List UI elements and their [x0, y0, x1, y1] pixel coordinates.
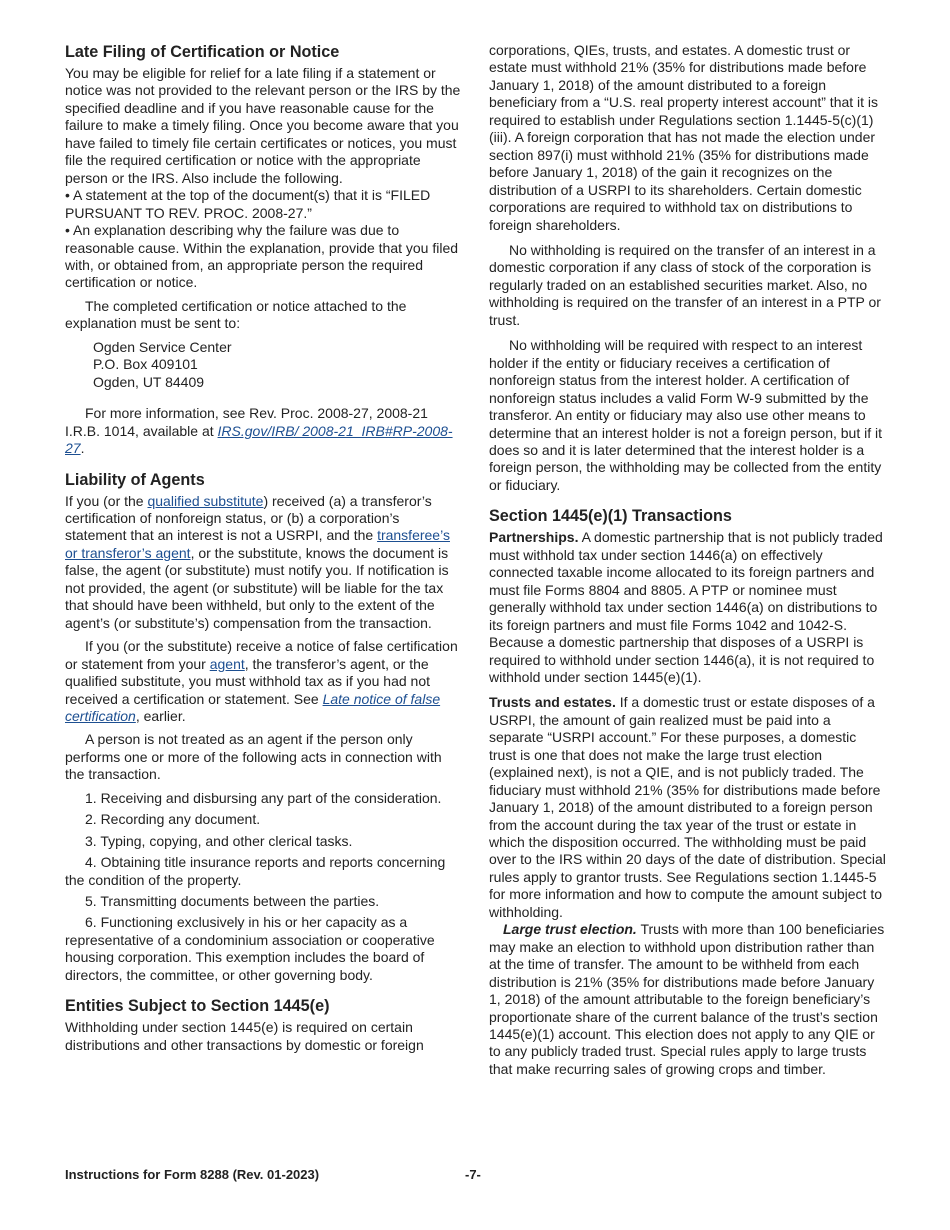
partnerships-text: A domestic partnership that is not publicly traded must withhold tax under section 1446(a) on effectively connected taxable income allocated to its foreign partners and must file Forms 8804 and 8805. A PTP or nominee must generally withhold tax under section 1446(a) on distributions to its foreign partners and must file Forms 1042 and 1042-S. Because a domestic partnership that disposes of a USRPI is required to withhold under section 1446(a), it is not required to withhold under section 1445(e)(1).	[489, 529, 883, 685]
right-column	[489, 42, 887, 1084]
address-line: Ogden, UT 84409	[93, 373, 205, 390]
large-trust-label: Large trust election.	[503, 921, 637, 938]
large-trust-text: Trusts with more than 100 beneficiaries may make an election to withhold upon distribution rather than at the time of transfer. The amount to be withheld from each distribution is 21% (35% for distributions made before January 1, 2018) of the amount attributable to the foreign beneficiary’s proportionate share of the current balance of the trust’s section 1445(e)(1) account. This election does not apply to any QIE or to any publicly traded trust. Special rules apply to large trusts that make recurring sales of growing crops and timber.	[489, 921, 885, 1077]
right-paragraph-3: No withholding will be required with respect to an interest holder if the entity or fiduciary receives a certification of nonforeign status from the interest holder. A certification of nonforeign status includes a valid Form W-9 submitted by the transferor. An entity or fiduciary may also use other means to determine that an interest holder is not a foreign person, but if it does so and it is later determined that the interest holder is a foreign person, the withholding may be collected from the entity or fiduciary.	[489, 337, 883, 493]
agents-text: , or the substitute, knows the document is false, the agent (or substitute) must notify you. If notification is not provided, the agent (or substitute) will be liable for the tax that should have been withheld, but only to the extent of the agent’s (or substitute’s) compensation from the transaction.	[65, 544, 449, 631]
agent-link[interactable]: agent	[209, 655, 245, 672]
agents-paragraph-2	[65, 638, 463, 725]
qualified-substitute-link[interactable]: qualified substitute	[147, 492, 264, 509]
agents-text: If you (or the	[65, 492, 148, 509]
heading-liability-of-agents: Liability of Agents	[65, 470, 205, 489]
agents-text: , earlier.	[135, 707, 186, 724]
trusts-text: If a domestic trust or estate disposes of a USRPI, the amount of gain realized must be paid into a separate “USRPI account.” For these purposes, a domestic trust is one that does not make the large trust election (explained next), is not a QIE, and is not publicly traded. The fiduciary must withhold 21% (35% for distributions made before January 1, 2018) of the amount distributed to a foreign person from the account during the tax year of the trust or estate in which the disposition occurred. The withholding must be paid over to the IRS within 20 days of the date of distribution. Special rules apply to grantor trusts. See Regulations section 1.1445-5 for more information and how to compute the amount subject to withholding.	[489, 694, 886, 920]
bullet-explanation: • An explanation describing why the failure was due to reasonable cause. Within the explanation, provide that you filed with, or obtained from, an appropriate person the required certification or notice.	[65, 222, 459, 291]
right-paragraph-2: No withholding is required on the transfer of an interest in a domestic corporation if any class of stock of the corporation is regularly traded on an established securities market. Also, no withholding is required on the transfer of an interest in a PTP or trust.	[489, 241, 881, 328]
large-trust-paragraph	[489, 921, 887, 1078]
left-column	[65, 42, 463, 1060]
irs-irb-link[interactable]: IRS.gov/IRB/ 2008-21_IRB#RP-2008-27	[65, 422, 453, 457]
address-line: Ogden Service Center	[93, 338, 232, 355]
right-paragraph-1: corporations, QIEs, trusts, and estates. A domestic trust or estate must withhold 21% (35% for distributions made before January 1, 2018) of the amount distributed to a foreign beneficiary from a “U.S. real property interest account” that it is required to establish under Regulations section 1.1445-5(c)(1)(iii). A foreign corporation that has not made the election under section 897(i) must withhold 21% (35% for distributions made before January 1, 2018) of the gain it recognizes on the distribution of a USRPI to its shareholders. Certain domestic corporations are required to withhold tax on distributions to foreign shareholders.	[489, 42, 879, 233]
address-line: P.O. Box 409101	[93, 356, 198, 373]
list-item: 6. Functioning exclusively in his or her capacity as a representative of a condominium association or cooperative housing corporation. This exemption includes the board of directors, the committee, or other governing body.	[65, 914, 435, 983]
list-item: 4. Obtaining title insurance reports and reports concerning the condition of the property.	[65, 854, 446, 888]
partnerships-paragraph	[489, 529, 887, 686]
list-item: 5. Transmitting documents between the parties.	[85, 893, 380, 910]
agents-text: If you (or the substitute) receive a notice of false certification or statement from your	[65, 638, 458, 672]
more-info-paragraph	[65, 405, 463, 457]
transferee-agent-link[interactable]: transferee’s or transferor’s agent	[65, 527, 450, 561]
list-item: 3. Typing, copying, and other clerical tasks.	[85, 832, 353, 849]
sent-to-paragraph: The completed certification or notice attached to the explanation must be sent to:	[65, 297, 407, 332]
heading-late-filing: Late Filing of Certification or Notice	[65, 43, 340, 61]
agents-paragraph-3: A person is not treated as an agent if the person only performs one or more of the following acts in connection with the transaction.	[65, 731, 442, 783]
heading-entities-1445e: Entities Subject to Section 1445(e)	[65, 997, 330, 1016]
agents-text: ) received (a) a transferor’s certification of nonforeign status, or (b) a corporation’s statement that an interest is not a USRPI, and the	[65, 492, 432, 544]
list-item: 1. Receiving and disbursing any part of the consideration.	[85, 789, 442, 806]
late-notice-link[interactable]: Late notice of false certification	[65, 690, 441, 724]
more-info-text: For more information, see Rev. Proc. 2008-27, 2008-21 I.R.B. 1014, available at	[65, 405, 428, 439]
mailing-address	[65, 339, 463, 391]
entities-paragraph: Withholding under section 1445(e) is required on certain distributions and other transactions by domestic or foreign	[65, 1019, 424, 1053]
form-title: Instructions for Form 8288 (Rev. 01-2023)	[65, 1167, 320, 1182]
agents-text: , the transferor’s agent, or the qualified substitute, you must withhold tax as if you had not received a certification or statement. See	[65, 655, 430, 707]
bullet-statement: • A statement at the top of the document(s) that it is “FILED PURSUANT TO REV. PROC. 2008-27.”	[65, 187, 431, 221]
trusts-label: Trusts and estates.	[489, 694, 616, 711]
more-info-end: .	[80, 440, 85, 457]
agents-paragraph-1	[65, 493, 463, 633]
page-number: -7-	[465, 1167, 481, 1182]
heading-1445e1-transactions: Section 1445(e)(1) Transactions	[489, 507, 732, 526]
partnerships-label: Partnerships.	[489, 529, 579, 546]
late-filing-paragraph: You may be eligible for relief for a late filing if a statement or notice was not provided to the relevant person or the IRS by the specified deadline and if you have reasonable cause for the failure to make a timely filing. Once you become aware that you have failed to timely file certain certificates or notices, you must file the required certification or notice with the appropriate person or the IRS. Also include the following.	[65, 65, 461, 186]
trusts-paragraph	[489, 694, 887, 921]
list-item: 2. Recording any document.	[85, 811, 261, 828]
